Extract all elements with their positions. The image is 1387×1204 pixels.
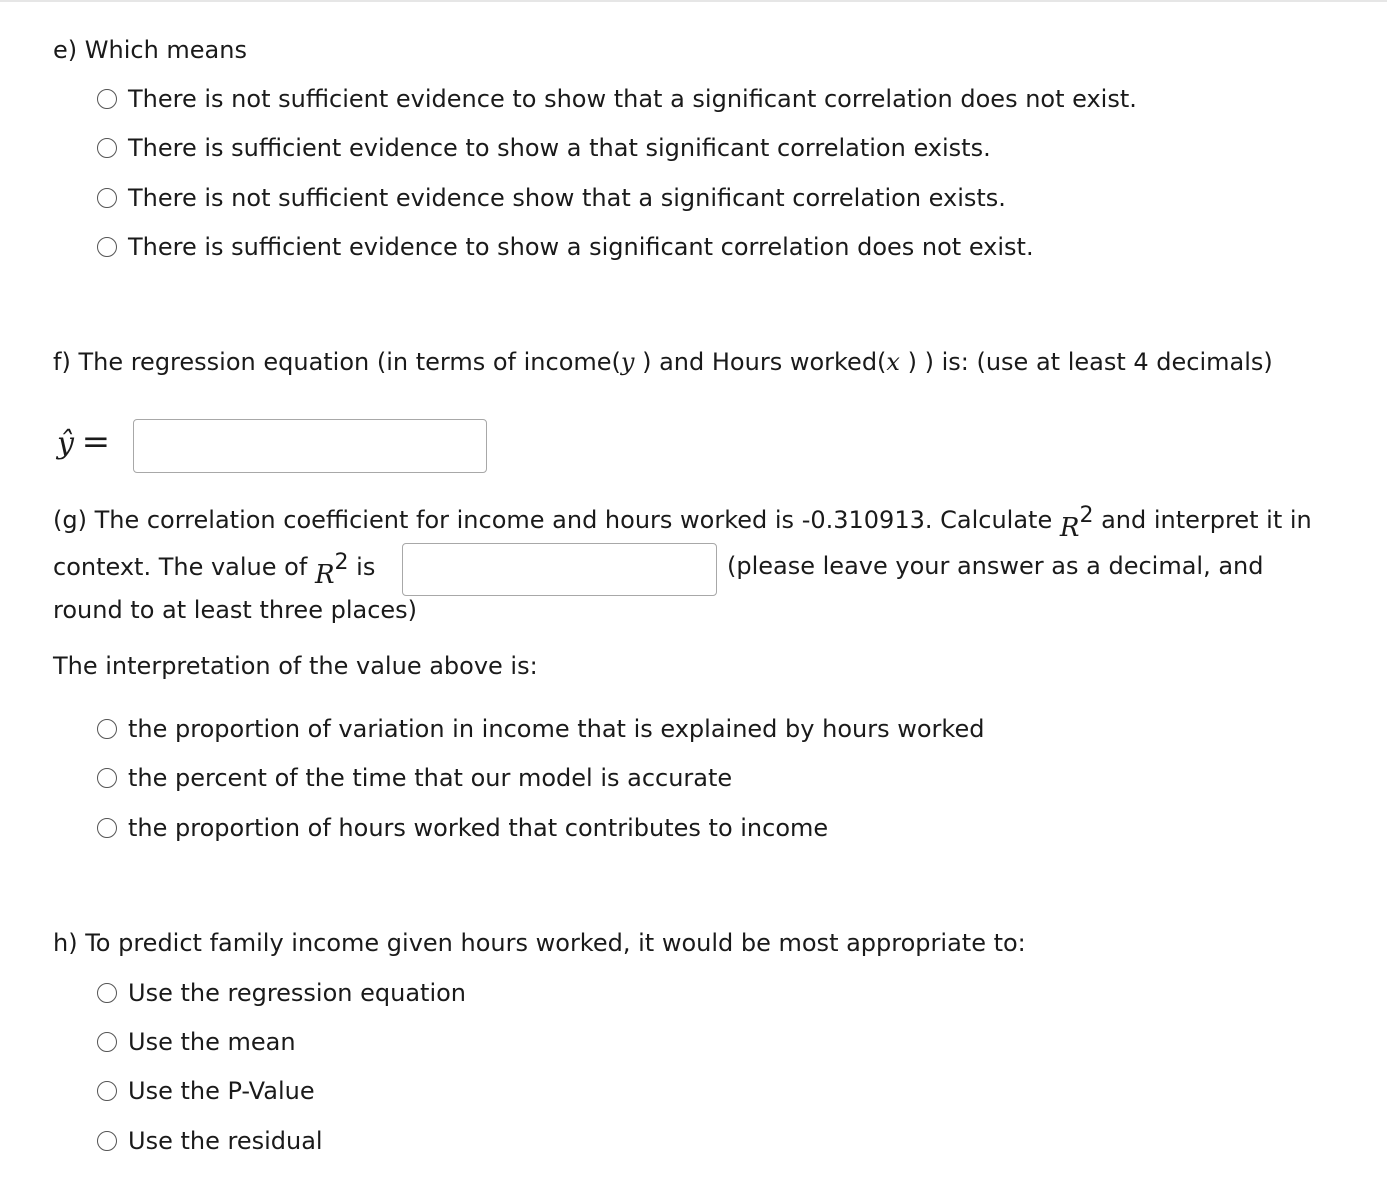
- question-h-label: h) To predict family income given hours worked, it would be most appropriate to:: [53, 929, 1026, 957]
- radio-button[interactable]: [97, 1081, 117, 1101]
- option-label: Use the P-Value: [128, 1077, 315, 1105]
- question-f-text-1: f) The regression equation (in terms of income(: [53, 348, 621, 376]
- regression-equation-lhs: [57, 422, 110, 462]
- question-g-line-2: [53, 550, 376, 590]
- interpretation-label: The interpretation of the value above is:: [53, 652, 538, 680]
- r-exponent: 2: [1079, 503, 1094, 528]
- question-f-text-2: ) and Hours worked(: [642, 348, 887, 376]
- option-label: There is not sufficient evidence to show that a significant correlation does not exist.: [128, 85, 1137, 113]
- radio-button[interactable]: [97, 237, 117, 257]
- option-e-1[interactable]: [97, 84, 1137, 114]
- radio-button[interactable]: [97, 138, 117, 158]
- radio-button[interactable]: [97, 719, 117, 739]
- option-h-2[interactable]: [97, 1027, 296, 1057]
- r-letter: R: [314, 560, 335, 590]
- option-label: Use the mean: [128, 1028, 296, 1056]
- r-exponent: 2: [334, 550, 349, 575]
- variable-x: x: [886, 348, 900, 376]
- option-label: Use the residual: [128, 1127, 323, 1155]
- option-h-4[interactable]: [97, 1126, 323, 1156]
- y-hat-symbol: ŷ: [57, 426, 74, 461]
- option-e-2[interactable]: [97, 133, 991, 163]
- radio-button[interactable]: [97, 818, 117, 838]
- radio-button[interactable]: [97, 188, 117, 208]
- question-f-label: [53, 348, 1273, 376]
- option-e-4[interactable]: [97, 232, 1034, 262]
- r-squared-symbol: [314, 550, 349, 590]
- question-g-text-5: (please leave your answer as a decimal, and: [727, 552, 1264, 580]
- option-label: the proportion of variation in income that is explained by hours worked: [128, 715, 985, 743]
- option-g-1[interactable]: [97, 714, 984, 744]
- question-g-text-1: (g) The correlation coefficient for income and hours worked is -0.310913. Calculate: [53, 506, 1053, 534]
- option-h-3[interactable]: [97, 1076, 315, 1106]
- question-g-text-4: is: [356, 553, 376, 581]
- equals-sign: =: [81, 422, 111, 462]
- option-label: There is sufficient evidence to show a significant correlation does not exist.: [128, 233, 1034, 261]
- r-letter: R: [1059, 513, 1080, 543]
- r-squared-symbol: [1059, 503, 1094, 543]
- variable-y: y: [620, 348, 635, 376]
- option-g-3[interactable]: [97, 813, 828, 843]
- question-e-label: e) Which means: [53, 36, 247, 64]
- radio-button[interactable]: [97, 983, 117, 1003]
- radio-button[interactable]: [97, 768, 117, 788]
- question-g-text-6: round to at least three places): [53, 596, 418, 624]
- option-label: the proportion of hours worked that contributes to income: [128, 814, 829, 842]
- option-label: Use the regression equation: [128, 979, 467, 1007]
- question-f-text-3: ) ) is: (use at least 4 decimals): [907, 348, 1273, 376]
- radio-button[interactable]: [97, 1032, 117, 1052]
- question-g-line-1: [53, 503, 1312, 543]
- option-g-2[interactable]: [97, 763, 732, 793]
- option-label: the percent of the time that our model is accurate: [128, 764, 733, 792]
- radio-button[interactable]: [97, 89, 117, 109]
- option-label: There is sufficient evidence to show a that significant correlation exists.: [128, 134, 991, 162]
- option-e-3[interactable]: [97, 183, 1006, 213]
- r-squared-input[interactable]: [402, 543, 717, 596]
- option-label: There is not sufficient evidence show that a significant correlation exists.: [128, 184, 1006, 212]
- question-g-text-2: and interpret it in: [1101, 506, 1312, 534]
- option-h-1[interactable]: [97, 978, 466, 1008]
- regression-equation-input[interactable]: [133, 419, 487, 473]
- radio-button[interactable]: [97, 1131, 117, 1151]
- question-g-text-3: context. The value of: [53, 553, 308, 581]
